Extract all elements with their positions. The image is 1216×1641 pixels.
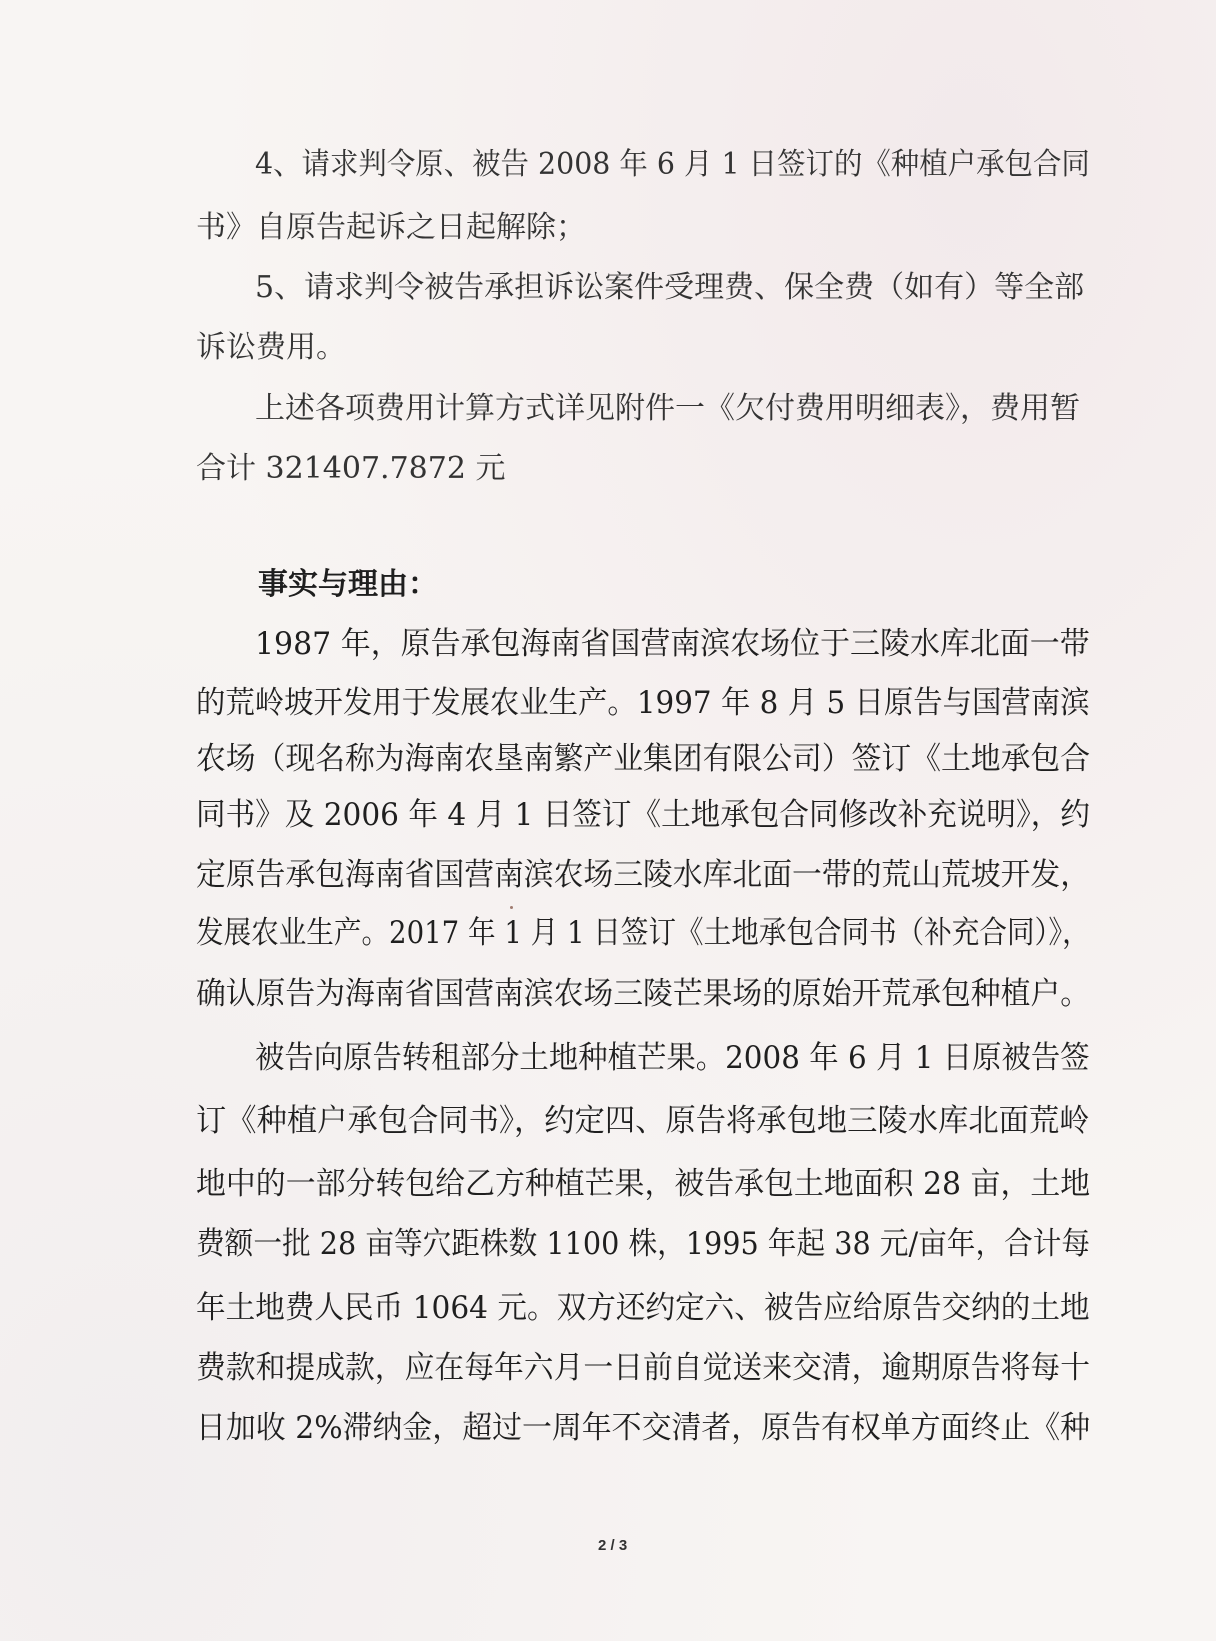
section-heading: 事实与理由：: [258, 567, 438, 602]
body-line-7: 确认原告为海南省国营南滨农场三陵芒果场的原始开荒承包种植户。: [196, 976, 1091, 1012]
text-line-1: 4、请求判令原、被告 2008 年 6 月 1 日签订的《种植户承包合同: [255, 147, 1090, 182]
body-line-11: 费额一批 28 亩等穴距株数 1100 株，1995 年起 38 元/亩年，合计每: [196, 1226, 1091, 1262]
body-line-12: 年土地费人民币 1064 元。双方还约定六、被告应给原告交纳的土地: [196, 1290, 1090, 1326]
page-number: 2 / 3: [598, 1537, 628, 1554]
body-line-10: 地中的一部分转包给乙方种植芒果，被告承包土地面积 28 亩，土地: [196, 1166, 1091, 1202]
body-line-2: 的荒岭坡开发用于发展农业生产。1997 年 8 月 5 日原告与国营南滨: [196, 685, 1090, 721]
body-line-5: 定原告承包海南省国营南滨农场三陵水库北面一带的荒山荒坡开发，: [196, 857, 1091, 893]
text-line-6: 合计 321407.7872 元: [196, 451, 506, 486]
body-line-6: 发展农业生产。2017 年 1 月 1 日签订《土地承包合同书（补充合同）》，: [196, 915, 1090, 951]
body-line-14: 日加收 2%滞纳金，超过一周年不交清者，原告有权单方面终止《种: [196, 1410, 1091, 1446]
body-line-4: 同书》及 2006 年 4 月 1 日签订《土地承包合同修改补充说明》，约: [196, 797, 1090, 833]
body-line-1: 1987 年，原告承包海南省国营南滨农场位于三陵水库北面一带: [255, 626, 1090, 662]
text-line-2: 书》自原告起诉之日起解除；: [196, 210, 586, 245]
text-line-5: 上述各项费用计算方式详见附件一《欠付费用明细表》，费用暂: [255, 391, 1080, 426]
body-line-9: 订《种植户承包合同书》，约定四、原告将承包地三陵水库北面荒岭: [196, 1103, 1090, 1139]
text-line-4: 诉讼费用。: [196, 330, 346, 365]
body-line-3: 农场（现名称为海南农垦南繁产业集团有限公司）签订《土地承包合: [196, 741, 1091, 777]
ink-speck: [510, 906, 513, 909]
body-line-13: 费款和提成款，应在每年六月一日前自觉送来交清，逾期原告将每十: [196, 1350, 1091, 1386]
text-line-3: 5、请求判令被告承担诉讼案件受理费、保全费（如有）等全部: [255, 270, 1085, 305]
body-line-8: 被告向原告转租部分土地种植芒果。2008 年 6 月 1 日原被告签: [255, 1040, 1090, 1076]
